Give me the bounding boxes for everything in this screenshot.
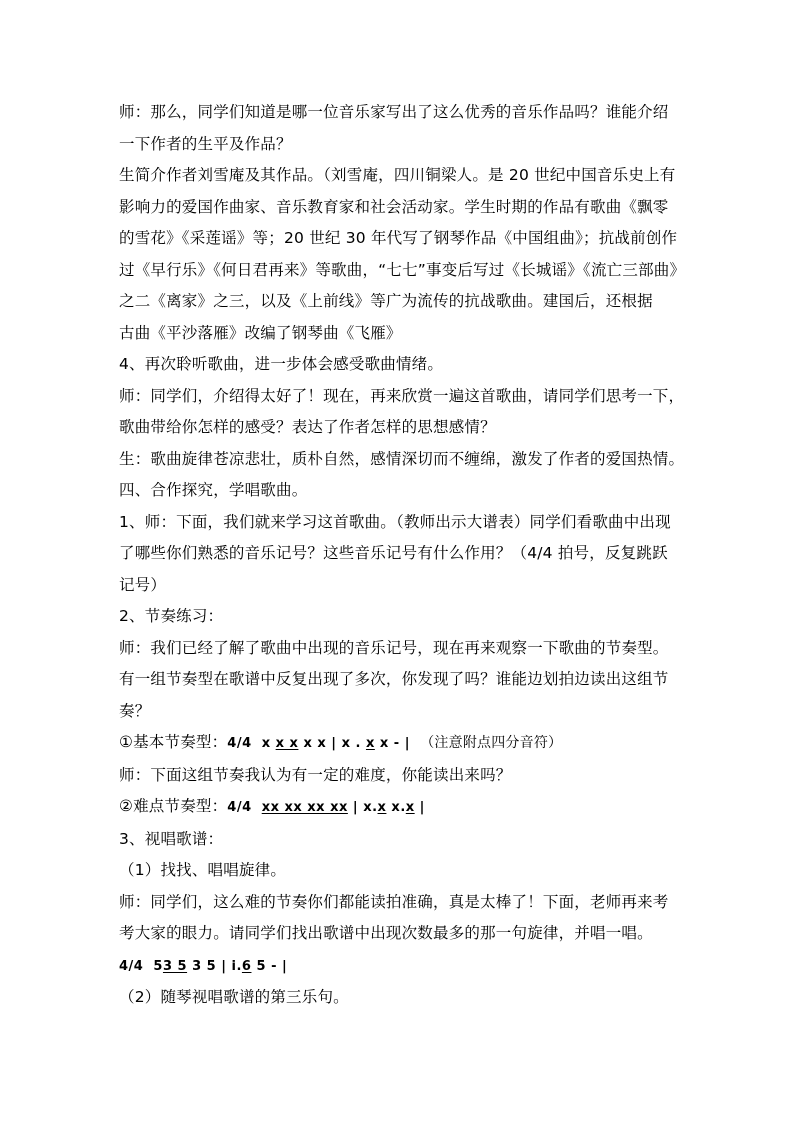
melody-time: 4/4 [119, 958, 144, 974]
rhythm-note: x . [341, 736, 366, 751]
text-line: 记号） [119, 575, 167, 594]
rhythm-note-underlined: x [405, 800, 415, 815]
rhythm-note: x - | [374, 736, 410, 751]
basic-rhythm-time: 4/4 [227, 736, 252, 751]
hard-rhythm-notation [227, 800, 425, 815]
rhythm-note: x [261, 736, 271, 751]
text-line: 影响力的爱国作曲家、音乐教育家和社会活动家。学生时期的作品有歌曲《飘零 [119, 197, 669, 216]
melody-note: 5 [153, 958, 163, 974]
basic-rhythm-line [119, 727, 694, 760]
text-line: 有一组节奏型在歌谱中反复出现了多次，你发现了吗？谁能边划拍边读出这组节 [119, 670, 669, 688]
text-line: 生：歌曲旋律苍凉悲壮，质朴自然，感情深切而不缠绵，激发了作者的爱国热情。 [119, 449, 685, 468]
hard-rhythm-line [119, 791, 694, 824]
text-line: 2、节奏练习： [119, 607, 224, 625]
text-line: 的雪花》《采莲谣》等；20 世纪 30 年代写了钢琴作品《中国组曲》；抗战前创作 [119, 229, 678, 247]
text-line: 之二《离家》之三，以及《上前线》等广为流传的抗战歌曲。建国后，还根据 [119, 292, 653, 310]
basic-rhythm-note: （注意附点四分音符） [420, 735, 563, 751]
text-line: 师：同学们，这么难的节奏你们都能读拍准确，真是太棒了！下面，老师再来考 [119, 892, 669, 911]
text-line: 奏？ [119, 701, 151, 720]
melody-note: 3 5 | i. [187, 958, 242, 974]
text-line: 师：我们已经了解了歌曲中出现的音乐记号，现在再来观察一下歌曲的节奏型。 [119, 638, 669, 657]
text-line: 了哪些你们熟悉的音乐记号？这些音乐记号有什么作用？（4/4 拍号，反复跳跃 [119, 544, 668, 562]
rhythm-note-underlined: x [377, 800, 387, 815]
rhythm-note: x x [298, 736, 327, 751]
hard-rhythm-label: ②难点节奏型： [119, 797, 228, 815]
sub-heading: （2）随琴视唱歌谱的第三乐句。 [119, 988, 349, 1006]
rhythm-note-underlined: x [365, 736, 375, 751]
text-line: 四、合作探究，学唱歌曲。 [119, 481, 308, 499]
bar-line: | [414, 800, 425, 815]
text-line: 过《早行乐》《何日君再来》等歌曲，“七七”事变后写过《长城谣》《流亡三部曲》 [119, 260, 686, 279]
text-line: 生简介作者刘雪庵及其作品。（刘雪庵，四川铜梁人。是 20 世纪中国音乐史上有 [119, 166, 676, 184]
melody-notation [119, 959, 287, 974]
bar-line: | [347, 800, 364, 815]
hard-rhythm-time: 4/4 [227, 800, 252, 815]
melody-note-underlined: 3 5 [162, 958, 188, 974]
text-line: 考大家的眼力。请同学们找出歌谱中出现次数最多的那一句旋律，并唱一唱。 [119, 924, 653, 942]
basic-rhythm-notation [227, 736, 410, 751]
rhythm-note: x. [386, 800, 406, 815]
section-heading: 3、视唱歌谱： [119, 829, 224, 848]
melody-note-underlined: 6 [241, 958, 252, 974]
rhythm-note: x. [363, 800, 378, 815]
text-line: 师：那么，同学们知道是哪一位音乐家写出了这么优秀的音乐作品吗？谁能介绍 [119, 103, 669, 121]
basic-rhythm-label: ①基本节奏型： [119, 733, 228, 751]
text-line: 4、再次聆听歌曲，进一步体会感受歌曲情绪。 [119, 355, 444, 373]
paragraph-block [119, 97, 694, 727]
text-line: 歌曲带给你怎样的感受？表达了作者怎样的思想感情？ [119, 418, 496, 436]
rhythm-note-underlined: x x [275, 736, 299, 751]
text-line: 古曲《平沙落雁》改编了钢琴曲《飞雁》 [119, 323, 402, 342]
rhythm-note-underlined: xx xx xx xx [261, 800, 348, 815]
melody-note: 5 - | [251, 958, 288, 974]
text-line: 1、师：下面，我们就来学习这首歌曲。（教师出示大谱表）同学们看歌曲中出现 [119, 512, 671, 531]
text-line: 一下作者的生平及作品？ [119, 134, 292, 153]
bar-line: | [326, 736, 342, 751]
sub-heading: （1）找找、唱唱旋律。 [119, 861, 287, 879]
text-line: 师：下面这组节奏我认为有一定的难度，你能读出来吗？ [119, 765, 512, 784]
melody-line [119, 950, 694, 983]
text-line: 师：同学们，介绍得太好了！现在，再来欣赏一遍这首歌曲，请同学们思考一下， [119, 386, 685, 405]
